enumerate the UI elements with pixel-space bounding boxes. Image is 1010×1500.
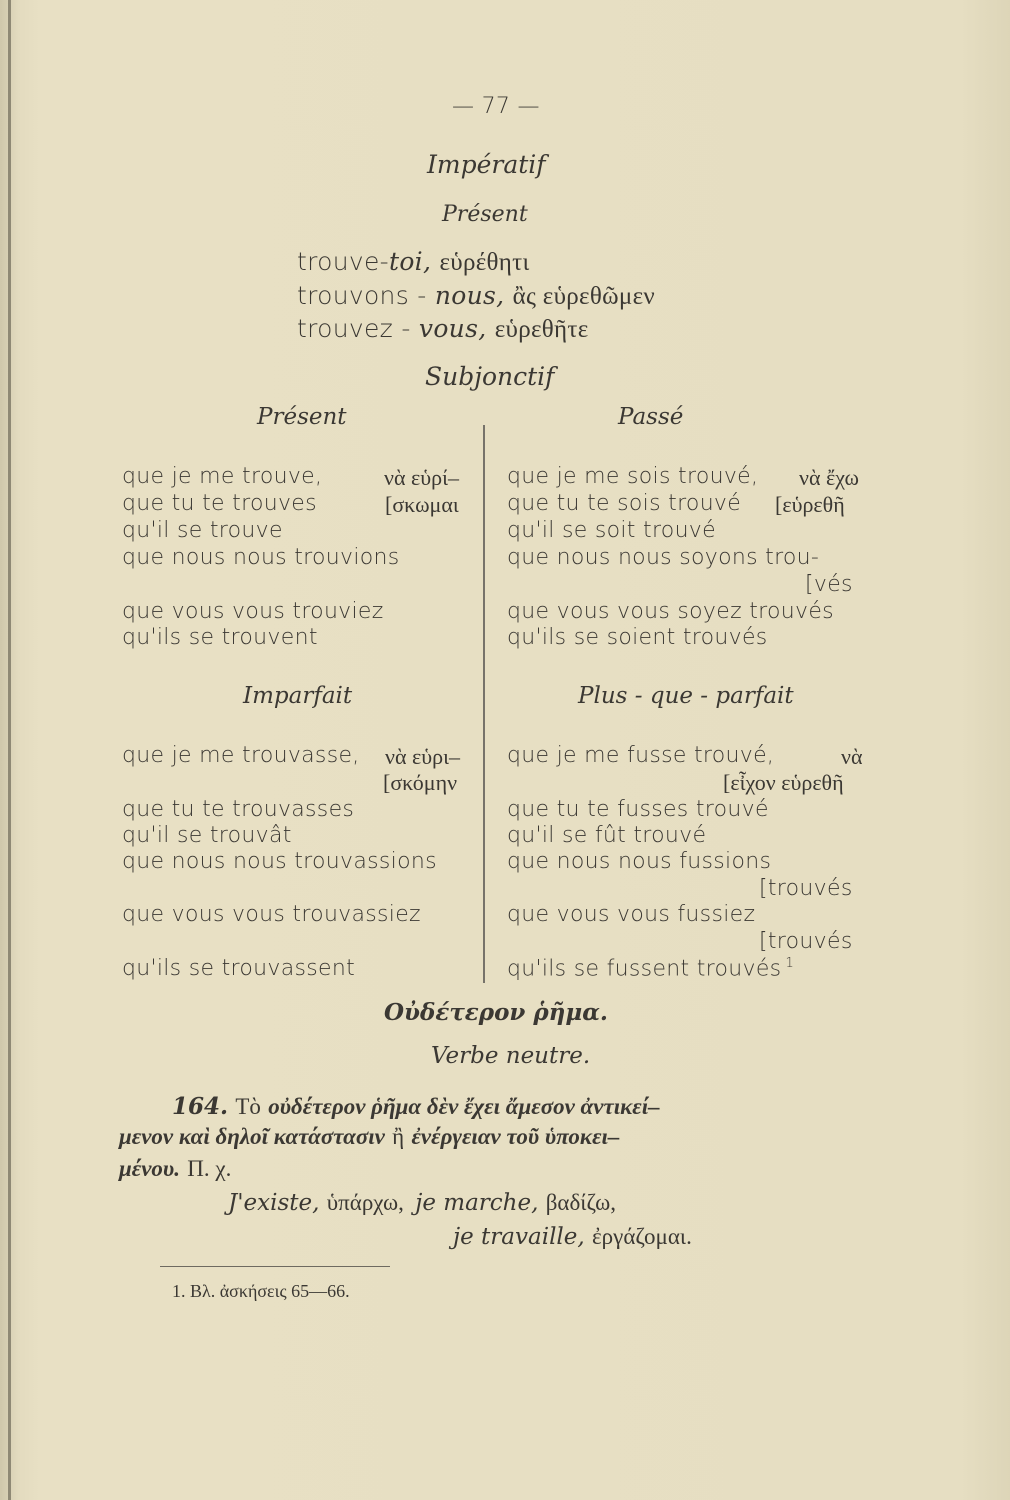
present-line-6: qu'ils se trouvent [122, 625, 318, 650]
pqp-line-2: [εἶχον εὑρεθῆ [723, 770, 844, 795]
passe-greek-2: [εὑρεθῆ [775, 492, 845, 517]
french-section-title: Verbe neutre. [431, 1043, 591, 1069]
passe-greek-1: νὰ ἔχω [799, 465, 859, 490]
imparfait-greek-1: νὰ εὑρι– [385, 744, 461, 769]
imparfait-line-7: qu'ils se trouvassent [122, 956, 356, 981]
pqp-line-9: qu'ils se fussent trouvés $^1$ [507, 956, 795, 982]
passe-line-7: qu'ils se soient trouvés [507, 625, 768, 650]
example-1: J'existe, ὑπάρχω, je marche, βαδίζω, [228, 1190, 617, 1216]
present-header: Présent [257, 404, 347, 430]
pqp-line-6: [trouvés [759, 876, 853, 901]
passe-line-5: [vés [805, 572, 853, 597]
present-line-4: que nous nous trouvions [122, 545, 400, 570]
imparfait-line-1: que je me trouvasse, [122, 743, 360, 768]
passe-line-2: que tu te sois trouvé [507, 491, 742, 516]
present-line-5: que vous vous trouviez [122, 599, 384, 624]
pqp-line-7: que vous vous fussiez [507, 902, 756, 927]
passe-line-3: qu'il se soit trouvé [507, 518, 716, 543]
present-line-2: que tu te trouves [122, 491, 317, 516]
pqp-line-8: [trouvés [759, 929, 853, 954]
imparfait-line-2: [σκόμην [383, 770, 458, 795]
imparfait-line-4: qu'il se trouvât [122, 823, 292, 848]
pqp-line-3: que tu te fusses trouvé [507, 797, 769, 822]
imperatif-subtitle: Présent [442, 202, 528, 227]
column-divider [483, 425, 485, 983]
greek-section-title: Οὐδέτερον ῥῆμα. [384, 999, 608, 1026]
imperatif-row-2: trouvons - nous, ἂς εὑρεθῶμεν [297, 281, 655, 310]
paragraph-line-1: 164. Τὸ οὐδέτερον ῥῆμα δὲν ἔχει ἄμεσον ἀντικεί– [172, 1093, 660, 1120]
imperatif-row-1: trouve-toi, εὑρέθητι [297, 247, 530, 276]
example-2: je travaille, ἐργάζομαι. [453, 1224, 692, 1250]
pqp-line-1: que je me fusse trouvé, [507, 743, 775, 768]
passe-header: Passé [618, 404, 684, 430]
page-edge [8, 0, 11, 1500]
passe-line-6: que vous vous soyez trouvés [507, 599, 834, 624]
passe-line-1: que je me sois trouvé, [507, 464, 759, 489]
present-line-1: que je me trouve, [122, 464, 323, 489]
imparfait-line-3: que tu te trouvasses [122, 797, 355, 822]
plus-que-parfait-header: Plus - que - parfait [578, 683, 794, 709]
imparfait-header: Imparfait [243, 683, 353, 709]
present-greek-1: νὰ εὑρί– [384, 465, 460, 490]
footnote-marker: 1 [785, 956, 795, 971]
section-number: 164. [172, 1093, 229, 1120]
imperatif-row-3: trouvez - vous, εὑρεθῆτε [297, 314, 589, 343]
paragraph-line-3: μένου. Π. χ. [119, 1156, 232, 1181]
imparfait-line-6: que vous vous trouvassiez [122, 902, 421, 927]
passe-line-4: que nous nous soyons trou- [507, 545, 820, 570]
pqp-greek-1: νὰ [841, 744, 863, 769]
paragraph-line-2: μενον καὶ δηλοῖ κατάστασιν ἢ ἐνέργειαν τοῦ ὑποκει– [119, 1124, 620, 1149]
imperatif-title: Impératif [427, 150, 546, 179]
pqp-line-4: qu'il se fût trouvé [507, 823, 707, 848]
subjonctif-title: Subjonctif [425, 362, 555, 391]
imparfait-line-5: que nous nous trouvassions [122, 849, 437, 874]
footnote-rule [160, 1266, 390, 1267]
present-line-3: qu'il se trouve [122, 518, 283, 543]
present-greek-2: [σκωμαι [385, 492, 459, 517]
pqp-line-5: que nous nous fussions [507, 849, 772, 874]
footnote: 1. Βλ. ἀσκήσεις 65—66. [172, 1281, 350, 1301]
page-number: — 77 — [452, 94, 540, 119]
